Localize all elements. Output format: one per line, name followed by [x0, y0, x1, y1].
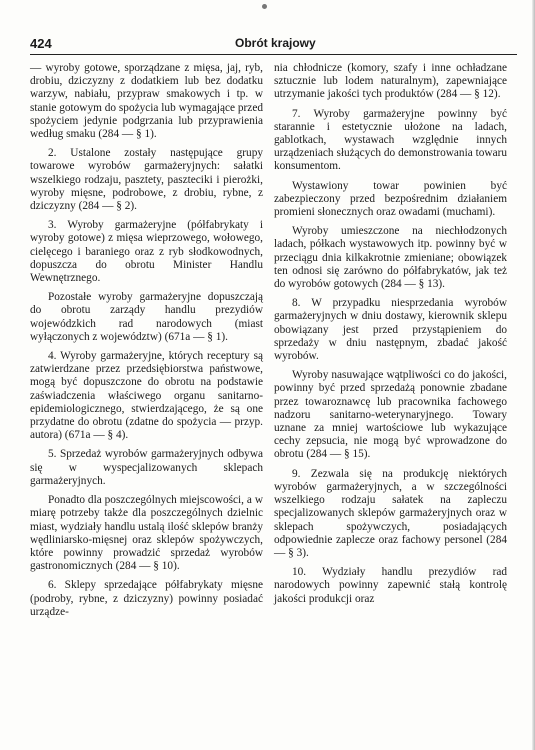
left-column	[30, 62, 263, 625]
paragraph: 2. Ustalone zostały następujące grupy towarowe wyrobów garmażeryjnych: sałatki wszelkiego rodzaju, pasztety, paszteciki i pierożki, wyroby mięsne, podrobowe, z drobiu, rybne, z dziczyzny (284 — § 2).	[30, 147, 263, 213]
paragraph: Pozostałe wyroby garmażeryjne dopuszczają do obrotu zarządy handlu prezydiów wojewódzkich rad narodowych (miast wyłączonych z województw) (671a — § 1).	[30, 291, 263, 343]
paragraph: 9. Zezwala się na produkcję niektórych wyrobów garmażeryjnych, a w szczególności wszelkiego rodzaju sałatek na zapleczu specjalizowanych sklepów garmażeryjnych oraz w sklepach spożywczych, posiadających odpowiednie zaplecze oraz fachowy personel (284 — § 3).	[274, 467, 507, 559]
page-number: 424	[30, 36, 52, 51]
paragraph: Wyroby nasuwające wątpliwości co do jakości, powinny być przed sprzedażą ponownie zbadane przez towaroznawcę lub pracownika fachowego nadzoru sanitarno-weterynaryjnego. Towary uznane za mniej wartościowe lub wykazujące cechy zepsucia, nie mogą być wprowadzone do obrotu (284 — § 15).	[274, 369, 507, 461]
paragraph: — wyroby gotowe, sporządzane z mięsa, jaj, ryb, drobiu, dziczyzny z dodatkiem lub bez dodatku warzyw, nabiału, przypraw smakowych i tp. w stanie gotowym do spożycia lub wymagające przed spożyciem jedynie podgrzania lub przyprawienia według smaku (284 — § 1).	[30, 62, 263, 141]
paragraph: 7. Wyroby garmażeryjne powinny być starannie i estetycznie ułożone na ladach, gablotkach, wystawach względnie innych urządzeniach służących do demonstrowania towaru konsumentom.	[274, 107, 507, 173]
paragraph: nia chłodnicze (komory, szafy i inne ochładzane sztucznie lub lodem naturalnym), zapewniające utrzymanie jakości tych produktów (284 — § 12).	[274, 62, 507, 101]
running-header	[30, 36, 517, 55]
paragraph: Wyroby umieszczone na niechłodzonych ladach, półkach wystawowych itp. powinny być w przeciągu dnia kilkakrotnie zmieniane; obowiązek ten odnosi się zarówno do półfabrykatów, jak też do wyrobów gotowych (284 — § 13).	[274, 225, 507, 291]
header-title: Obrót krajowy	[235, 36, 316, 50]
ink-spot	[262, 4, 267, 9]
paragraph: Wystawiony towar powinien być zabezpieczony przed bezpośrednim działaniem promieni słonecznych oraz owadami (muchami).	[274, 179, 507, 219]
paragraph: 6. Sklepy sprzedające półfabrykaty mięsne (podroby, rybne, z dziczyzny) powinny posiadać urządze-	[30, 579, 263, 618]
paragraph: Ponadto dla poszczególnych miejscowości, a w miarę potrzeby także dla poszczególnych dzielnic miast, wydziały handlu ustalą ilość sklepów branży wędliniarsko-mięsnej oraz sklepów spożywczych, które powinny prowadzić sprzedaż wyrobów gastronomicznych (284 — § 10).	[30, 494, 263, 573]
paragraph: 10. Wydziały handlu prezydiów rad narodowych powinny zapewnić stałą kontrolę jakości produkcji oraz	[274, 566, 507, 605]
paragraph: 8. W przypadku niesprzedania wyrobów garmażeryjnych w dniu dostawy, kierownik sklepu obowiązany jest przed przystąpieniem do sprzedaży w dniu następnym, zbadać jakość wyrobów.	[274, 297, 507, 363]
paragraph: 3. Wyroby garmażeryjne (półfabrykaty i wyroby gotowe) z mięsa wieprzowego, wołowego, cielęcego i baraniego oraz z ryb słodkowodnych, dopuszcza do obrotu Minister Handlu Wewnętrznego.	[30, 219, 263, 285]
paragraph: 4. Wyroby garmażeryjne, których receptury są zatwierdzane przez przedsiębiorstwa państwowe, mogą być dopuszczone do obrotu na podstawie zaświadczenia właściwego organu sanitarno-epidemiologicznego, stwierdzającego, że są one przydatne do obrotu (zdatne do spożycia — przyp. autora) (671a — § 4).	[30, 350, 263, 442]
paragraph: 5. Sprzedaż wyrobów garmażeryjnych odbywa się w wyspecjalizowanych sklepach garmażeryjnych.	[30, 448, 263, 487]
right-column	[274, 62, 507, 612]
